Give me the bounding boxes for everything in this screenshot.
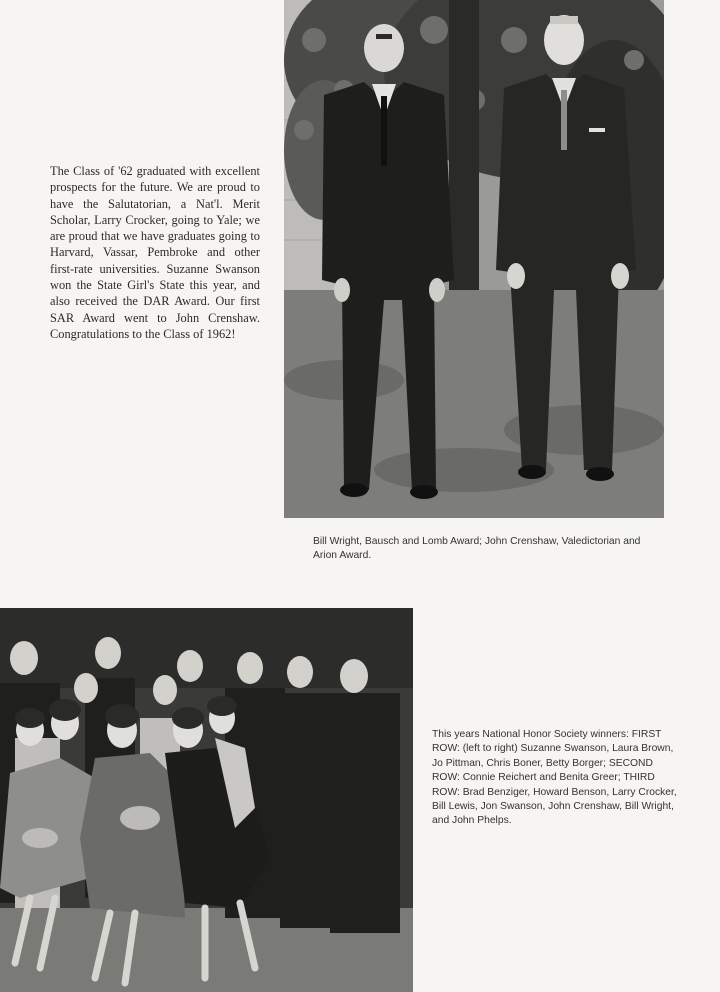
award-winners-photo	[284, 0, 664, 518]
intro-paragraph: The Class of '62 graduated with excellent prospects for the future. We are proud to have the Salutatorian, a Nat'l. Merit Scholar, Larry Crocker, going to Yale; we are proud that we have graduates going to Harvard, Vassar, Pembroke and other first-rate universities. Suzanne Swanson won the State Girl's State this year, and also received the DAR Award. Our first SAR Award went to John Crenshaw. Congratulations to the Class of 1962!	[50, 164, 260, 341]
honor-society-photo-image	[0, 608, 413, 992]
honor-society-photo	[0, 608, 413, 992]
award-winners-caption: Bill Wright, Bausch and Lomb Award; John Crenshaw, Valedictorian and Arion Award.	[313, 536, 641, 562]
honor-society-caption: This years National Honor Society winners: FIRST ROW: (left to right) Suzanne Swanson, Laura Brown, Jo Pittman, Chris Boner, Betty Borger; SECOND ROW: Connie Reichert and Benita Greer; THIRD ROW: Brad Benziger, Howard Benson, Larry Crocker, Bill Lewis, Jon Swanson, John Crenshaw, Bill Wright, and John Phelps.	[432, 729, 677, 827]
award-winners-photo-image	[284, 0, 664, 518]
